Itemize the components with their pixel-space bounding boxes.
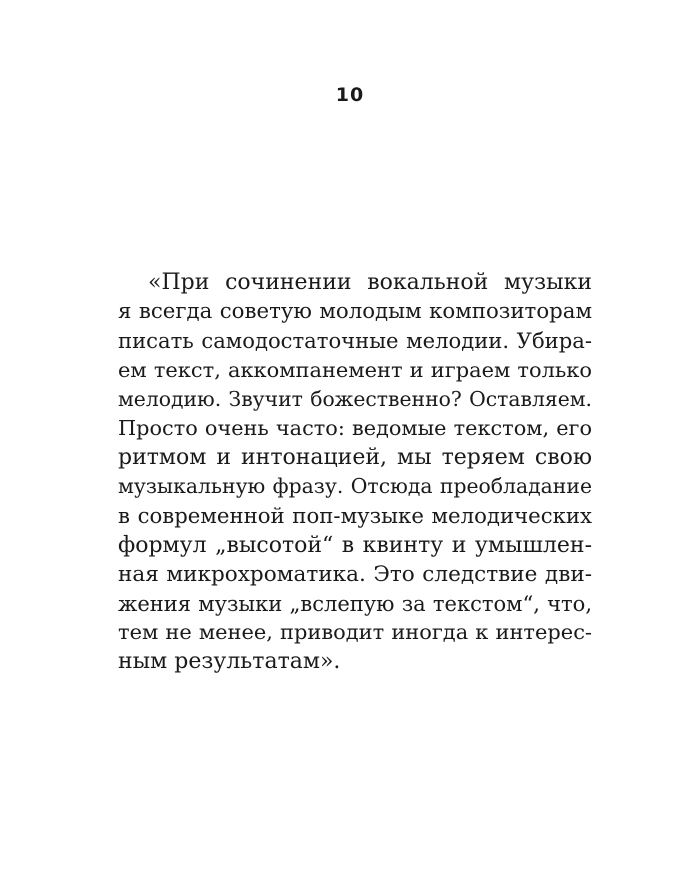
- text-line: ем текст, аккомпанемент и играем только: [118, 357, 592, 382]
- text-line: формул „высотой“ в квинту и умышлен-: [118, 532, 592, 558]
- text-line: ритмом и интонацией, мы теряем свою: [118, 445, 592, 471]
- text-line: тем не менее, приводит иногда к интерес-: [118, 620, 592, 645]
- text-line: музыкальную фразу. Отсюда преобладание: [118, 474, 592, 499]
- text-line: Просто очень часто: ведомые текстом, его: [118, 415, 592, 440]
- text-line: ная микрохроматика. Это следствие дви-: [118, 561, 592, 587]
- text-line: ным результатам».: [118, 649, 341, 675]
- text-line: в современной поп-музыке мелодических: [118, 503, 592, 529]
- quote-paragraph: [118, 268, 592, 677]
- page-number: 10: [335, 84, 365, 106]
- text-line: «При сочинении вокальной музыки: [148, 270, 592, 295]
- text-line: писать самодостаточные мелодии. Убира-: [118, 328, 592, 354]
- text-line: жения музыки „вслепую за текстом“, что,: [118, 591, 592, 617]
- text-line: мелодию. Звучит божественно? Оставляем.: [118, 386, 592, 411]
- text-line: я всегда советую молодым композиторам: [118, 299, 592, 325]
